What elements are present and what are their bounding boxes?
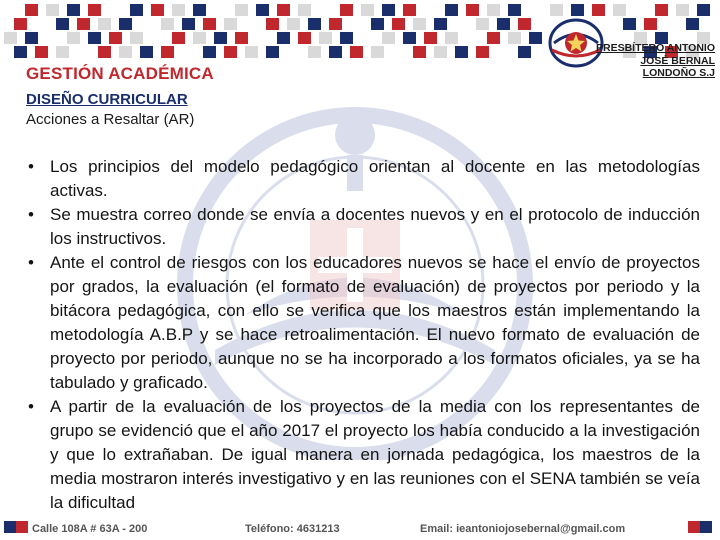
pattern-square: [382, 32, 395, 44]
pattern-square: [455, 46, 468, 58]
pattern-square: [487, 32, 500, 44]
pattern-square: [67, 4, 80, 16]
pattern-square: [340, 4, 353, 16]
pattern-square: [518, 46, 531, 58]
pattern-square: [340, 32, 353, 44]
subtitle: DISEÑO CURRICULAR: [26, 91, 188, 108]
pattern-square: [193, 32, 206, 44]
bullet-list: [24, 155, 700, 515]
pattern-square: [277, 32, 290, 44]
pattern-square: [256, 4, 269, 16]
pattern-square: [98, 46, 111, 58]
list-item: [24, 203, 700, 251]
pattern-square: [476, 18, 489, 30]
footer-pattern-square: [16, 521, 28, 533]
footer-pattern-square: [4, 521, 16, 533]
pattern-square: [697, 4, 710, 16]
pattern-square: [686, 18, 699, 30]
pattern-square: [14, 18, 27, 30]
pattern-square: [466, 4, 479, 16]
pattern-square: [266, 18, 279, 30]
bullet-text: Se muestra correo donde se envía a docentes nuevos y en el protocolo de inducción los instructivos.: [50, 205, 700, 248]
pattern-square: [161, 46, 174, 58]
pattern-square: [224, 46, 237, 58]
footer-email: Email: ieantoniojosebernal@gmail.com: [420, 523, 626, 535]
pattern-square: [266, 46, 279, 58]
pattern-square: [413, 46, 426, 58]
school-name-line-1: PRESBÍTERO ANTONIO: [595, 42, 715, 54]
footer-address: Calle 108A # 63A - 200: [32, 523, 148, 535]
pattern-square: [623, 18, 636, 30]
pattern-square: [644, 18, 657, 30]
pattern-square: [14, 46, 27, 58]
pattern-square: [434, 18, 447, 30]
pattern-square: [161, 18, 174, 30]
pattern-square: [361, 4, 374, 16]
bullet-icon: •: [28, 397, 34, 416]
pattern-square: [392, 18, 405, 30]
pattern-square: [130, 4, 143, 16]
pattern-square: [413, 18, 426, 30]
pattern-square: [518, 18, 531, 30]
pattern-square: [151, 4, 164, 16]
bullet-text: Ante el control de riesgos con los educadores nuevos se hace el envío de proyectos por grados, la evaluación (el formato de evaluación) de proyectos por periodo y la bitácora pedagógica, con ello se verifica que los maestros están implementando la metodología A.B.P y se hace retroalimentación. El nuevo formato de evaluación de proyecto por periodo, aunque no se ha incorporado a los formatos oficiales, ya se ha tabulado y graficado.: [50, 253, 700, 392]
footer: [0, 515, 720, 540]
pattern-square: [329, 18, 342, 30]
pattern-square: [445, 32, 458, 44]
pattern-square: [371, 46, 384, 58]
pattern-square: [287, 18, 300, 30]
pattern-square: [203, 46, 216, 58]
pattern-square: [277, 4, 290, 16]
pattern-square: [592, 4, 605, 16]
pattern-square: [25, 32, 38, 44]
pattern-square: [4, 32, 17, 44]
pattern-square: [77, 18, 90, 30]
pattern-square: [235, 4, 248, 16]
pattern-square: [497, 18, 510, 30]
pattern-square: [130, 32, 143, 44]
pattern-square: [182, 18, 195, 30]
subtitle-detail: Acciones a Resaltar (AR): [26, 111, 195, 128]
list-item: [24, 395, 700, 515]
bullet-text: Los principios del modelo pedagógico orientan al docente en las metodologías activas.: [50, 157, 700, 200]
pattern-square: [119, 46, 132, 58]
pattern-square: [203, 18, 216, 30]
pattern-square: [571, 4, 584, 16]
section-title: GESTIÓN ACADÉMICA: [26, 64, 214, 83]
pattern-square: [424, 32, 437, 44]
pattern-square: [67, 32, 80, 44]
footer-phone: Teléfono: 4631213: [245, 523, 340, 535]
pattern-square: [224, 18, 237, 30]
pattern-square: [298, 32, 311, 44]
school-name: [572, 42, 715, 80]
pattern-square: [445, 4, 458, 16]
pattern-square: [119, 18, 132, 30]
pattern-square: [529, 32, 542, 44]
pattern-square: [308, 18, 321, 30]
pattern-square: [214, 32, 227, 44]
pattern-square: [308, 46, 321, 58]
pattern-square: [193, 4, 206, 16]
pattern-square: [319, 32, 332, 44]
pattern-square: [109, 32, 122, 44]
pattern-square: [434, 46, 447, 58]
pattern-square: [550, 4, 563, 16]
pattern-square: [403, 32, 416, 44]
pattern-square: [382, 4, 395, 16]
pattern-square: [88, 32, 101, 44]
pattern-square: [508, 32, 521, 44]
pattern-square: [371, 18, 384, 30]
pattern-square: [98, 18, 111, 30]
pattern-square: [25, 4, 38, 16]
pattern-square: [35, 46, 48, 58]
pattern-square: [350, 46, 363, 58]
pattern-square: [88, 4, 101, 16]
pattern-square: [172, 32, 185, 44]
pattern-square: [329, 46, 342, 58]
pattern-square: [56, 18, 69, 30]
list-item: [24, 251, 700, 395]
footer-pattern-square: [700, 521, 712, 533]
pattern-square: [245, 46, 258, 58]
bullet-icon: •: [28, 253, 34, 272]
pattern-square: [655, 4, 668, 16]
pattern-square: [140, 46, 153, 58]
bullet-icon: •: [28, 205, 34, 224]
list-item: [24, 155, 700, 203]
pattern-square: [298, 4, 311, 16]
pattern-square: [403, 4, 416, 16]
pattern-square: [235, 32, 248, 44]
school-name-line-3: LONDOÑO S.J: [642, 67, 715, 79]
pattern-square: [56, 46, 69, 58]
school-name-line-2: JOSÉ BERNAL: [640, 54, 715, 67]
pattern-square: [613, 4, 626, 16]
bullet-icon: •: [28, 157, 34, 176]
pattern-square: [476, 46, 489, 58]
pattern-square: [676, 4, 689, 16]
bullet-text: A partir de la evaluación de los proyectos de la media con los representantes de grupo se evidenció que el año 2017 el proyecto los había conducido a la investigación y que lo extrañaban. De igual manera en jornada pedagógica, los maestros de la media mostraron interés investigativo y en las reuniones con el SENA también se veía la dificultad: [50, 397, 700, 512]
footer-pattern-square: [688, 521, 700, 533]
pattern-square: [172, 4, 185, 16]
pattern-square: [487, 4, 500, 16]
pattern-square: [46, 4, 59, 16]
pattern-square: [508, 4, 521, 16]
